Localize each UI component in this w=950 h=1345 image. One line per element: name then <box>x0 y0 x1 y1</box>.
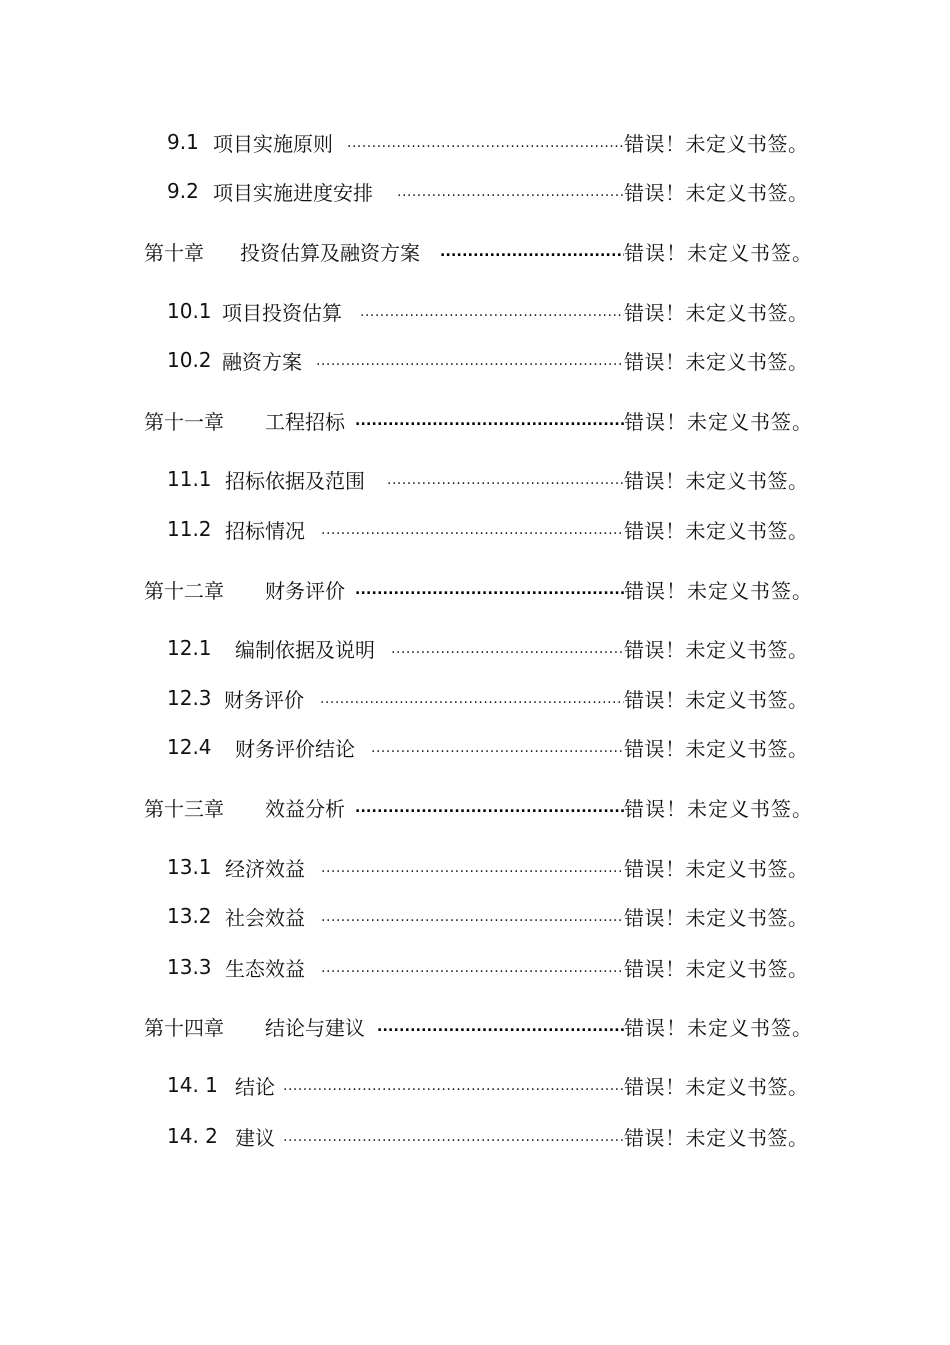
toc-entry-label <box>144 406 345 435</box>
toc-entry-label <box>167 634 375 663</box>
page-reference: 错误！未定义书签。 <box>624 468 809 493</box>
page-reference: 错误！未定义书签。 <box>624 1015 813 1040</box>
dot-leader <box>316 347 624 373</box>
dot-leader <box>355 794 624 820</box>
section-number: 13.1 <box>167 855 212 879</box>
toc-chapter-10[interactable] <box>144 236 813 266</box>
section-title: 招标依据及范围 <box>225 468 365 493</box>
chapter-number: 第十四章 <box>144 1015 224 1040</box>
toc-entry-11-2[interactable] <box>167 514 810 544</box>
section-number: 10.2 <box>167 348 212 372</box>
dot-leader <box>321 516 624 542</box>
chapter-number: 第十二章 <box>144 578 224 603</box>
toc-chapter-12[interactable] <box>144 574 813 604</box>
toc-entry-9-2[interactable] <box>167 176 810 206</box>
section-title: 编制依据及说明 <box>235 637 375 662</box>
section-title: 融资方案 <box>222 349 302 374</box>
page-reference: 错误！未定义书签。 <box>624 131 809 156</box>
section-number: 9.1 <box>167 130 199 154</box>
toc-entry-10-2[interactable] <box>167 345 810 375</box>
toc-entry-label <box>167 346 302 375</box>
section-title: 项目实施原则 <box>213 131 333 156</box>
dot-leader <box>440 238 624 264</box>
toc-entry-label <box>167 465 365 494</box>
page-reference: 错误！未定义书签。 <box>624 240 813 265</box>
dot-leader <box>320 685 624 711</box>
dot-leader <box>371 734 624 760</box>
section-number: 11.2 <box>167 517 212 541</box>
dot-leader <box>397 178 624 204</box>
toc-entry-label <box>167 297 342 326</box>
toc-entry-label <box>167 684 304 713</box>
toc-chapter-14[interactable] <box>144 1011 813 1041</box>
toc-entry-11-1[interactable] <box>167 464 810 494</box>
section-title: 经济效益 <box>225 856 305 881</box>
dot-leader <box>321 854 624 880</box>
page-reference: 错误！未定义书签。 <box>624 409 813 434</box>
page-reference: 错误！未定义书签。 <box>624 349 809 374</box>
page-reference: 错误！未定义书签。 <box>624 736 809 761</box>
chapter-title: 工程招标 <box>265 409 345 434</box>
toc-entry-label <box>167 177 373 206</box>
page-reference: 错误！未定义书签。 <box>624 180 809 205</box>
dot-leader <box>347 129 624 155</box>
dot-leader <box>283 1072 624 1098</box>
chapter-title: 结论与建议 <box>265 1015 365 1040</box>
dot-leader <box>360 298 624 324</box>
toc-entry-label <box>167 515 305 544</box>
toc-entry-13-1[interactable] <box>167 852 810 882</box>
section-number: 14. 2 <box>167 1124 218 1148</box>
chapter-title: 效益分析 <box>265 796 345 821</box>
chapter-title: 投资估算及融资方案 <box>240 240 420 265</box>
toc-entry-label <box>144 1012 365 1041</box>
page-reference: 错误！未定义书签。 <box>624 300 809 325</box>
section-number: 13.2 <box>167 904 212 928</box>
section-number: 12.3 <box>167 686 212 710</box>
dot-leader <box>321 954 624 980</box>
toc-entry-label <box>167 1071 275 1100</box>
chapter-number: 第十三章 <box>144 796 224 821</box>
dot-leader <box>377 1013 624 1039</box>
chapter-title: 财务评价 <box>265 578 345 603</box>
toc-entry-12-1[interactable] <box>167 633 810 663</box>
page-reference: 错误！未定义书签。 <box>624 1125 809 1150</box>
toc-entry-label <box>167 733 355 762</box>
dot-leader <box>387 466 624 492</box>
section-title: 项目投资估算 <box>222 300 342 325</box>
page-reference: 错误！未定义书签。 <box>624 687 809 712</box>
page-reference: 错误！未定义书签。 <box>624 796 813 821</box>
section-title: 财务评价 <box>224 687 304 712</box>
section-title: 社会效益 <box>225 905 305 930</box>
section-number: 11.1 <box>167 467 212 491</box>
toc-chapter-13[interactable] <box>144 792 813 822</box>
toc-entry-label <box>167 953 305 982</box>
toc-entry-label <box>144 575 345 604</box>
dot-leader <box>355 576 624 602</box>
toc-entry-label <box>144 237 420 266</box>
dot-leader <box>321 903 624 929</box>
toc-entry-12-3[interactable] <box>167 683 810 713</box>
chapter-number: 第十一章 <box>144 409 224 434</box>
page-reference: 错误！未定义书签。 <box>624 1074 809 1099</box>
page-reference: 错误！未定义书签。 <box>624 905 809 930</box>
toc-entry-13-2[interactable] <box>167 901 810 931</box>
section-title: 生态效益 <box>225 956 305 981</box>
toc-entry-label <box>167 1122 275 1151</box>
section-title: 结论 <box>235 1074 275 1099</box>
toc-entry-10-1[interactable] <box>167 296 810 326</box>
section-number: 14. 1 <box>167 1073 218 1097</box>
section-number: 13.3 <box>167 955 212 979</box>
section-number: 12.4 <box>167 735 212 759</box>
section-title: 财务评价结论 <box>235 736 355 761</box>
page-reference: 错误！未定义书签。 <box>624 518 809 543</box>
page-reference: 错误！未定义书签。 <box>624 856 809 881</box>
toc-entry-9-1[interactable] <box>167 127 810 157</box>
section-title: 项目实施进度安排 <box>213 180 373 205</box>
dot-leader <box>283 1123 624 1149</box>
toc-chapter-11[interactable] <box>144 405 813 435</box>
toc-entry-label <box>144 793 345 822</box>
dot-leader <box>391 635 624 661</box>
toc-entry-14-1[interactable] <box>167 1070 810 1100</box>
page-reference: 错误！未定义书签。 <box>624 637 809 662</box>
toc-entry-13-3[interactable] <box>167 952 810 982</box>
page-reference: 错误！未定义书签。 <box>624 578 813 603</box>
toc-entry-label <box>167 902 305 931</box>
section-title: 招标情况 <box>225 518 305 543</box>
page-reference: 错误！未定义书签。 <box>624 956 809 981</box>
dot-leader <box>355 407 624 433</box>
section-number: 12.1 <box>167 636 212 660</box>
section-title: 建议 <box>235 1125 275 1150</box>
section-number: 9.2 <box>167 179 199 203</box>
toc-entry-label <box>167 128 333 157</box>
toc-entry-14-2[interactable] <box>167 1121 810 1151</box>
toc-entry-label <box>167 853 305 882</box>
chapter-number: 第十章 <box>144 240 204 265</box>
toc-entry-12-4[interactable] <box>167 732 810 762</box>
section-number: 10.1 <box>167 299 212 323</box>
